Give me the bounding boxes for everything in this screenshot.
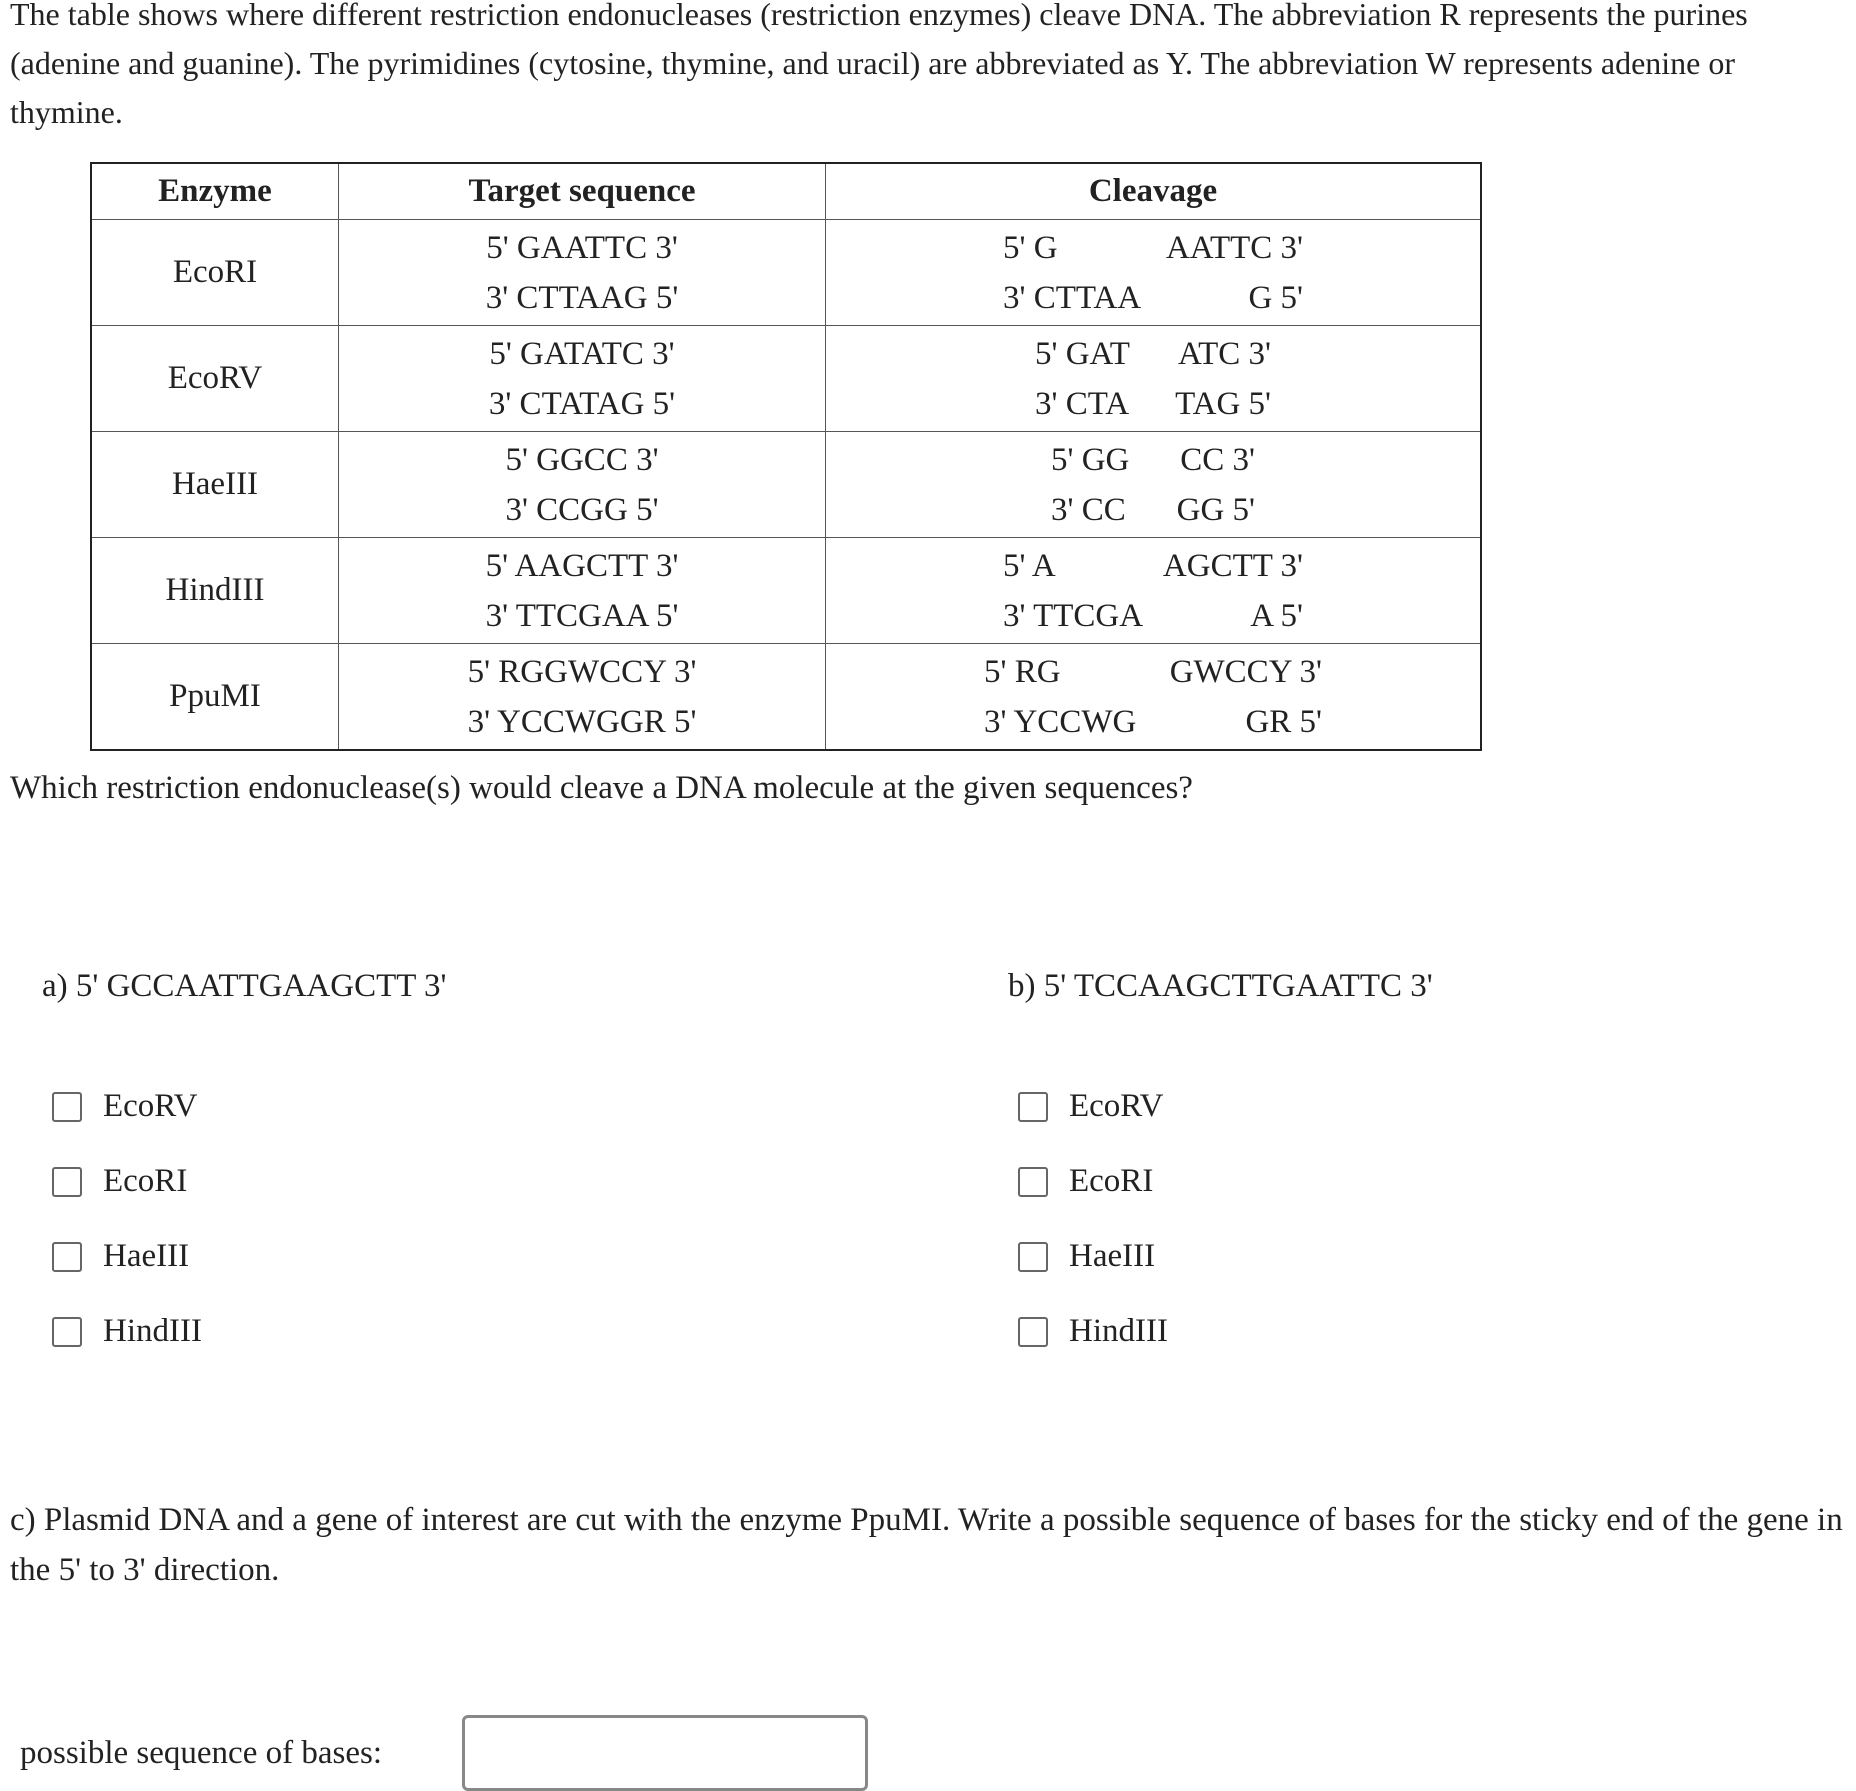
cleave-bottom-right: TAG 5' [1175,385,1271,422]
cleave-bottom-left: 3' CTTAA [1003,279,1142,316]
target-bottom-strand: 3' YCCWGGR 5' [467,703,697,740]
checkbox[interactable] [1018,1317,1048,1347]
option-label: HaeIII [103,1238,190,1274]
cleave-bottom-right: GG 5' [1176,491,1255,528]
answer-label: possible sequence of bases: [20,1735,382,1771]
part-a-option-haeiii[interactable] [48,1238,189,1275]
question-text: Which restriction endonuclease(s) would cleave a DNA molecule at the given sequences? [10,770,1193,806]
option-label: EcoRI [103,1163,188,1199]
intro-text: The table shows where different restriction endonucleases (restriction enzymes) cleave DNA. The abbreviation R represents the purines (adenine and guanine). The pyrimidines (cytosine, thymine, and uracil) are abbreviated as Y. The abbreviation W represents adenine or thymine. [10,0,1748,130]
target-cell [339,326,826,432]
target-bottom-strand: 3' TTCGAA 5' [485,597,679,634]
cleavage-cell [826,326,1482,432]
header-enzyme: Enzyme [91,163,339,220]
part-b-option-haeiii[interactable] [1014,1238,1155,1275]
checkbox[interactable] [52,1167,82,1197]
checkbox[interactable] [52,1242,82,1272]
part-b-option-ecorv[interactable] [1014,1088,1164,1125]
part-a-option-ecori[interactable] [48,1163,187,1200]
table-row [91,326,1481,432]
table-row [91,220,1481,326]
cleave-bottom-right: G 5' [1248,279,1303,316]
part-c-prompt: c) Plasmid DNA and a gene of interest are cut with the enzyme PpuMI. Write a possible sequence of bases for the sticky end of the gene in the 5' to 3' direction. [10,1502,1843,1588]
cleave-bottom-right: A 5' [1250,597,1303,634]
cleave-top-right: CC 3' [1180,441,1255,478]
cleave-bottom-left: 3' YCCWG [984,703,1137,740]
target-top-strand: 5' RGGWCCY 3' [467,653,697,690]
target-cell [339,538,826,644]
target-cell [339,432,826,538]
enzyme-table [90,162,1482,751]
option-label: EcoRV [103,1088,198,1124]
cleave-top-left: 5' GG [1051,441,1130,478]
checkbox[interactable] [52,1317,82,1347]
cleave-top-left: 5' RG [984,653,1061,690]
option-label: HaeIII [1069,1238,1156,1274]
cleave-top-left: 5' G [1003,229,1058,266]
cleave-top-right: ATC 3' [1177,335,1271,372]
cleave-top-left: 5' GAT [1035,335,1130,372]
table-row [91,432,1481,538]
cleave-top-right: AGCTT 3' [1162,547,1303,584]
cleavage-cell [826,432,1482,538]
target-cell [339,644,826,751]
cleave-top-right: GWCCY 3' [1169,653,1322,690]
cleavage-cell [826,538,1482,644]
option-label: EcoRI [1069,1163,1154,1199]
part-a-option-ecorv[interactable] [48,1088,198,1125]
sticky-end-sequence-input[interactable] [462,1715,868,1791]
target-bottom-strand: 3' CCGG 5' [505,491,659,528]
cleave-bottom-left: 3' CTA [1035,385,1130,422]
part-b-sequence: b) 5' TCCAAGCTTGAATTC 3' [1008,968,1433,1004]
target-bottom-strand: 3' CTTAAG 5' [485,279,679,316]
target-top-strand: 5' AAGCTT 3' [485,547,679,584]
checkbox[interactable] [1018,1092,1048,1122]
cleave-bottom-right: GR 5' [1245,703,1322,740]
target-top-strand: 5' GATATC 3' [489,335,675,372]
option-label: HindIII [103,1313,202,1349]
option-label: HindIII [1069,1313,1168,1349]
table-row [91,538,1481,644]
header-target-sequence: Target sequence [339,163,826,220]
enzyme-cell: PpuMI [91,644,339,751]
checkbox[interactable] [1018,1242,1048,1272]
checkbox[interactable] [1018,1167,1048,1197]
cleavage-cell [826,220,1482,326]
header-cleavage: Cleavage [826,163,1482,220]
enzyme-cell: EcoRV [91,326,339,432]
cleavage-cell [826,644,1482,751]
table-row [91,644,1481,751]
part-a-sequence: a) 5' GCCAATTGAAGCTT 3' [42,968,447,1004]
enzyme-cell: EcoRI [91,220,339,326]
cleave-top-right: AATTC 3' [1165,229,1303,266]
enzyme-cell: HindIII [91,538,339,644]
enzyme-cell: HaeIII [91,432,339,538]
target-bottom-strand: 3' CTATAG 5' [488,385,676,422]
part-b-option-ecori[interactable] [1014,1163,1153,1200]
table-header-row [91,163,1481,220]
cleave-bottom-left: 3' TTCGA [1003,597,1144,634]
target-cell [339,220,826,326]
target-top-strand: 5' GGCC 3' [505,441,659,478]
option-label: EcoRV [1069,1088,1164,1124]
cleave-bottom-left: 3' CC [1051,491,1126,528]
target-top-strand: 5' GAATTC 3' [486,229,678,266]
part-a-option-hindiii[interactable] [48,1313,202,1350]
cleave-top-left: 5' A [1003,547,1056,584]
part-b-option-hindiii[interactable] [1014,1313,1168,1350]
checkbox[interactable] [52,1092,82,1122]
